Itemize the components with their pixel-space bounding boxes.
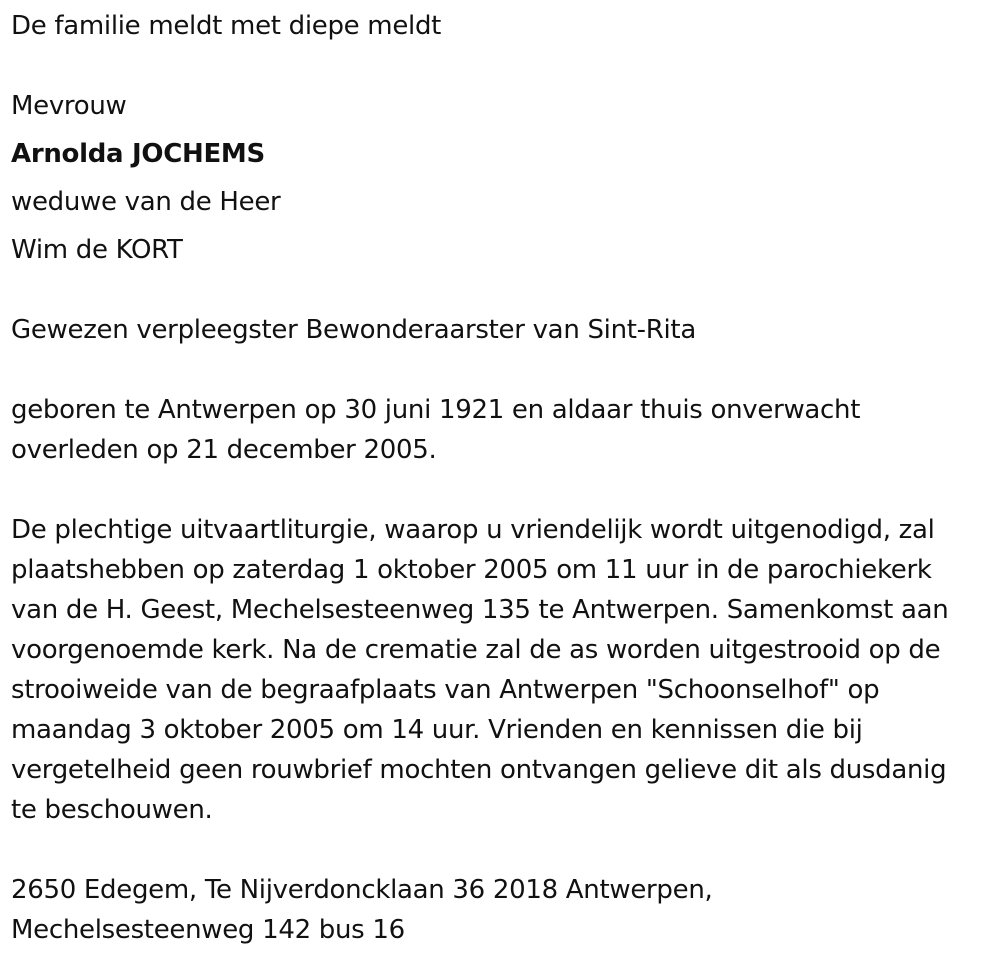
- deceased-name: Arnolda JOCHEMS: [11, 139, 265, 169]
- paragraph-line: plaatshebben op zaterdag 1 oktober 2005 om 11 uur in de parochiekerk: [11, 555, 932, 585]
- paragraph-line: overleden op 21 december 2005.: [11, 435, 437, 465]
- paragraph-line: geboren te Antwerpen op 30 juni 1921 en aldaar thuis onverwacht: [11, 395, 861, 425]
- title-line: Mevrouw: [11, 91, 127, 121]
- birth-death-paragraph: [11, 390, 860, 470]
- address-line: Mechelsesteenweg 142 bus 16: [11, 915, 405, 945]
- paragraph-line: van de H. Geest, Mechelsesteenweg 135 te Antwerpen. Samenkomst aan: [11, 595, 949, 625]
- address-paragraph: [11, 870, 712, 950]
- occupation-line: Gewezen verpleegster Bewonderaarster van Sint-Rita: [11, 315, 696, 345]
- intro-line: De familie meldt met diepe meldt: [11, 11, 442, 41]
- husband-name: Wim de KORT: [11, 235, 183, 265]
- paragraph-line: strooiweide van de begraafplaats van Antwerpen "Schoonselhof" op: [11, 675, 880, 705]
- paragraph-line: De plechtige uitvaartliturgie, waarop u vriendelijk wordt uitgenodigd, zal: [11, 515, 935, 545]
- paragraph-line: te beschouwen.: [11, 795, 213, 825]
- paragraph-line: maandag 3 oktober 2005 om 14 uur. Vrienden en kennissen die bij: [11, 715, 863, 745]
- funeral-paragraph: [11, 510, 948, 830]
- paragraph-line: vergetelheid geen rouwbrief mochten ontvangen gelieve dit als dusdanig: [11, 755, 947, 785]
- address-line: 2650 Edegem, Te Nijverdoncklaan 36 2018 Antwerpen,: [11, 875, 713, 905]
- paragraph-line: voorgenoemde kerk. Na de crematie zal de as worden uitgestrooid op de: [11, 635, 941, 665]
- widow-of-line: weduwe van de Heer: [11, 187, 281, 217]
